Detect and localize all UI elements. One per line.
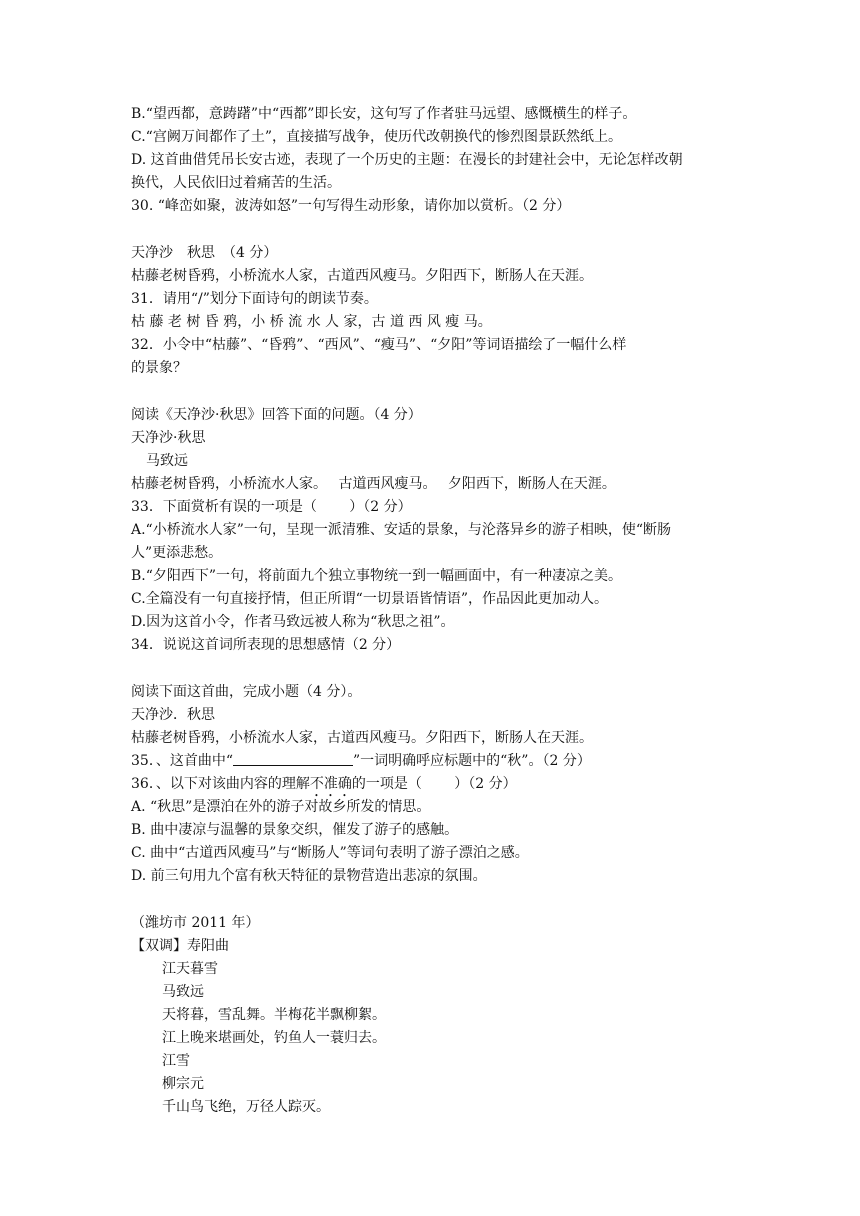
question-30: 30. “峰峦如聚，波涛如怒”一句写得生动形象，请你加以赏析。（2 分） <box>131 198 571 214</box>
section-title: 天净沙 秋思 （4 分） <box>131 245 278 261</box>
question-32: 32．小令中“枯藤”、“昏鸦”、“西风”、“瘦马”、“夕阳”等词语描绘了一幅什么样 <box>131 337 627 353</box>
option-d-line-2: D.因为这首小令，作者马致远被人称为“秋思之祖”。 <box>131 614 455 630</box>
reading-prompt: 阅读《天净沙·秋思》回答下面的问题。（4 分） <box>131 407 422 423</box>
reading-prompt-2: 阅读下面这首曲，完成小题（4 分）。 <box>131 684 362 700</box>
question-35-prefix: 35．、这首曲中“ <box>131 753 233 769</box>
poem-title: 天净沙·秋思 <box>131 430 206 446</box>
poem-title-jiang-xue: 江雪 <box>162 1053 190 1069</box>
author-ma-zhiyuan: 马致远 <box>162 984 204 1000</box>
option-c-line-2: C.全篇没有一句直接抒情，但正所谓“一切景语皆情语”，作品因此更加动人。 <box>131 591 608 607</box>
question-33: 33．下面赏析有误的一项是（ ）（2 分） <box>131 499 412 515</box>
question-35-suffix: ”一词明确呼应标题中的“秋”。（2 分） <box>352 753 591 769</box>
poem-title-2: 天净沙．秋思 <box>131 707 215 723</box>
question-35 <box>131 751 591 771</box>
jiang-xue-line-1: 千山鸟飞绝，万径人踪灭。 <box>162 1099 330 1115</box>
question-36-suffix: 的一项是（ ）（2 分） <box>351 776 517 792</box>
qu-line-1: 天将暮，雪乱舞。半梅花半飘柳絮。 <box>162 1007 386 1023</box>
question-31: 31．请用“/”划分下面诗句的朗读节奏。 <box>131 291 378 307</box>
option-d-line: D. 这首曲借凭吊长安古迹，表现了一个历史的主题：在漫长的封建社会中，无论怎样改朝 <box>131 152 683 168</box>
poem-text-spaced: 枯藤老树昏鸦，小桥流水人家。 古道西风瘦马。 夕阳西下，断肠人在天涯。 <box>131 476 616 492</box>
option-b-line: B.“望西都，意踌躇”中“西都”即长安，这句写了作者驻马远望、感慨横生的样子。 <box>131 106 637 122</box>
option-a-line-3: A. “秋思”是漂泊在外的游子对故乡所发的情思。 <box>131 799 431 815</box>
option-a-line: A.“小桥流水人家”一句，呈现一派清雅、安适的景象，与沦落异乡的游子相映，使“断肠 <box>131 522 672 538</box>
qu-line-2: 江上晚来堪画处，钓鱼人一蓑归去。 <box>162 1030 386 1046</box>
option-c-line: C.“宫阙万间都作了土”，直接描写战争，使历代改朝换代的惨烈图景跃然纸上。 <box>131 129 622 145</box>
question-32-continuation: 的景象？ <box>131 360 187 376</box>
question-36-prefix: 36．、以下对该曲内容的理解 <box>131 776 310 792</box>
option-c-line-3: C. 曲中“古道西风瘦马”与“断肠人”等词句表明了游子漂泊之感。 <box>131 845 529 861</box>
option-d-line-3: D. 前三句用九个富有秋天特征的景物营造出悲凉的氛围。 <box>131 868 487 884</box>
source-note: （潍坊市 2011 年） <box>131 915 260 931</box>
subtitle-jiang-tian-mu-xue: 江天暮雪 <box>162 961 218 977</box>
question-34: 34．说说这首词所表现的思想感情（2 分） <box>131 637 401 653</box>
author-liu-zongyuan: 柳宗元 <box>162 1076 204 1092</box>
option-a-continuation: 人”更添悲愁。 <box>131 545 223 561</box>
poem-text: 枯藤老树昏鸦，小桥流水人家，古道西风瘦马。夕阳西下，断肠人在天涯。 <box>131 268 593 284</box>
poem-text-2: 枯藤老树昏鸦，小桥流水人家，古道西风瘦马。夕阳西下，断肠人在天涯。 <box>131 730 593 746</box>
spaced-poem-line: 枯 藤 老 树 昏 鸦，小 桥 流 水 人 家，古 道 西 风 瘦 马。 <box>131 314 492 330</box>
answer-blank[interactable] <box>233 751 353 766</box>
qu-title: 【双调】寿阳曲 <box>131 938 229 954</box>
question-36-emphasis: 不准确 <box>309 776 352 792</box>
option-d-continuation: 换代，人民依旧过着痛苦的生活。 <box>131 175 341 191</box>
poem-author: 马致远 <box>146 453 188 469</box>
option-b-line-3: B. 曲中凄凉与温馨的景象交织，催发了游子的感触。 <box>131 822 459 838</box>
option-b-line-2: B.“夕阳西下”一句，将前面九个独立事物统一到一幅画面中，有一种凄凉之美。 <box>131 568 623 584</box>
